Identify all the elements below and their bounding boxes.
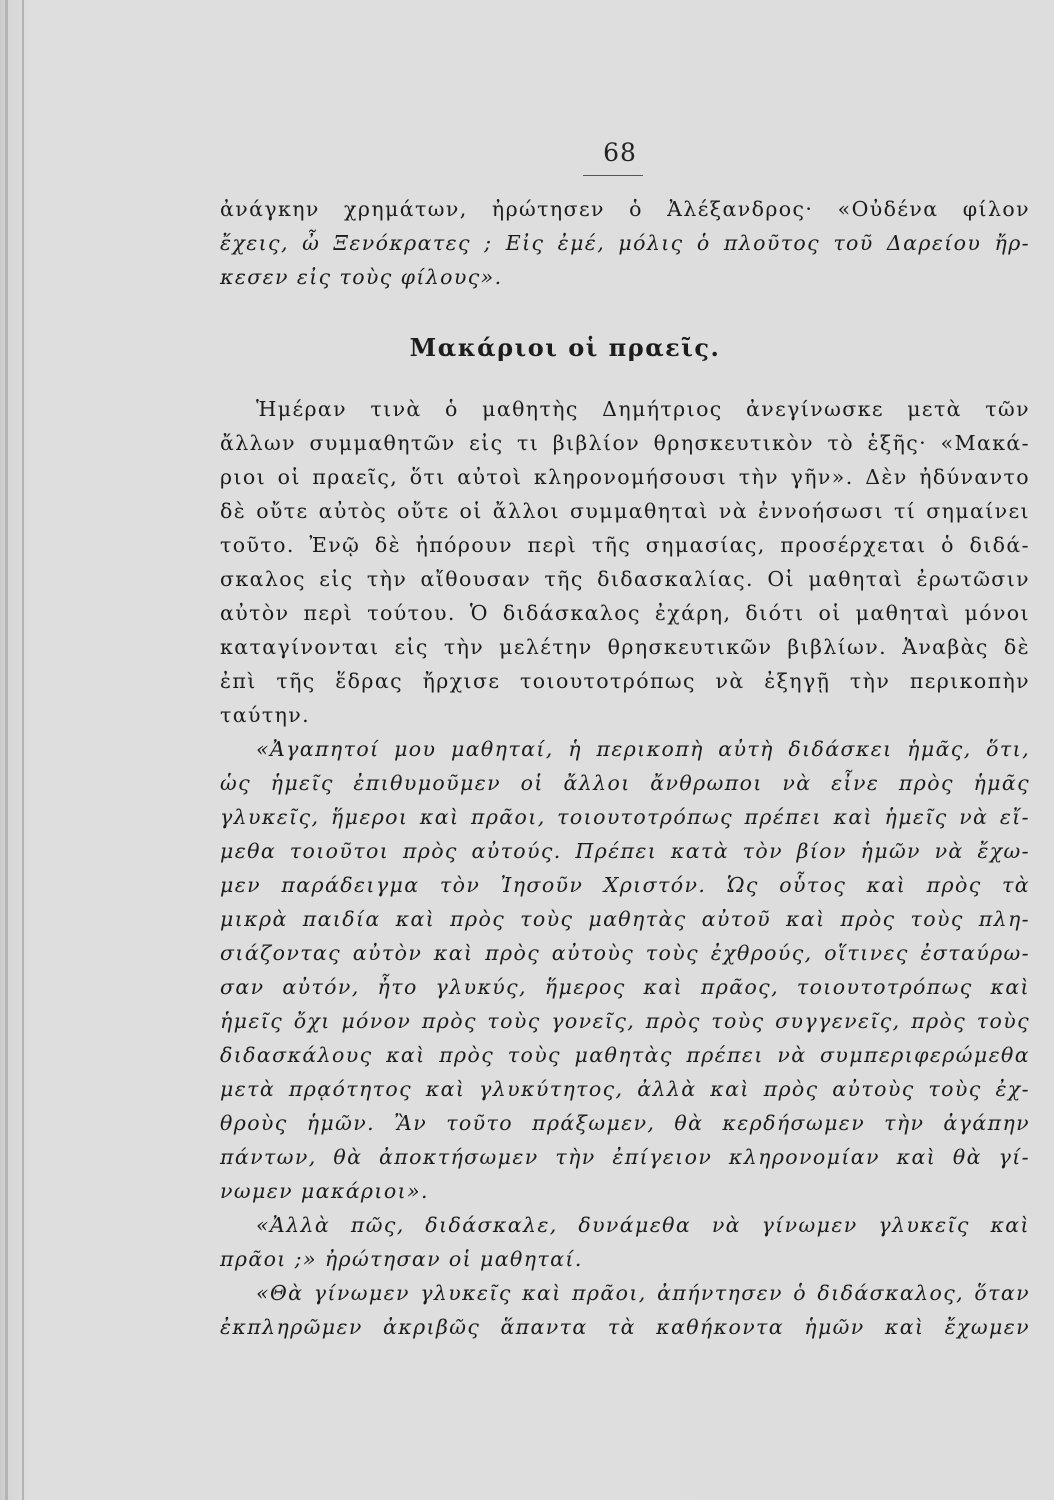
text-line: ἐκπληρῶμεν ἀκριβῶς ἅπαντα τὰ καθήκοντα ἡμῶν καὶ ἔχωμεν (220, 1315, 1030, 1339)
text-line: ἄλλων συμμαθητῶν εἰς τι βιβλίον θρησκευτικὸν τὸ ἑξῆς· «Μακά- (220, 431, 1030, 455)
text-line: νωμεν μακάριοι». (220, 1179, 429, 1203)
page-number-underline (583, 175, 643, 176)
text-line: τοῦτο. Ἐνῷ δὲ ἠπόρουν περὶ τῆς σημασίας, προσέρχεται ὁ διδά- (220, 533, 1030, 557)
text-line: πρᾶοι ;» ἠρώτησαν οἱ μαθηταί. (220, 1247, 583, 1271)
text-line: καταγίνονται εἰς τὴν μελέτην θρησκευτικῶν βιβλίων. Ἀναβὰς δὲ (220, 635, 1030, 659)
text-line: αὐτὸν περὶ τούτου. Ὁ διδάσκαλος ἐχάρη, διότι οἱ μαθηταὶ μόνοι (220, 601, 1030, 625)
section-heading: Μακάριοι οἱ πραεῖς. (409, 333, 721, 362)
text-line: Ἡμέραν τινὰ ὁ μαθητὴς Δημήτριος ἀνεγίνωσκε μετὰ τῶν (256, 397, 1030, 421)
page-binding-edge (5, 0, 8, 1500)
text-line: ριοι οἱ πραεῖς, ὅτι αὐτοὶ κληρονομήσουσι τὴν γῆν». Δὲν ἠδύναντο (220, 465, 1030, 489)
text-line: σκαλος εἰς τὴν αἴθουσαν τῆς διδασκαλίας. Οἱ μαθηταὶ ἐρωτῶσιν (220, 567, 1030, 591)
text-line: «Ἀλλὰ πῶς, διδάσκαλε, δυνάμεθα νὰ γίνωμεν γλυκεῖς καὶ (256, 1213, 1030, 1237)
text-line: μετὰ πρᾳότητος καὶ γλυκύτητος, ἀλλὰ καὶ πρὸς αὐτοὺς τοὺς ἐχ- (220, 1077, 1030, 1101)
text-line: ἐπὶ τῆς ἕδρας ἤρχισε τοιουτοτρόπως νὰ ἐξηγῇ τὴν περικοπὴν (220, 669, 1030, 693)
text-line: θροὺς ἡμῶν. Ἂν τοῦτο πράξωμεν, θὰ κερδήσωμεν τὴν ἀγάπην (220, 1111, 1030, 1135)
text-line: «Θὰ γίνωμεν γλυκεῖς καὶ πρᾶοι, ἀπήντησεν ὁ διδάσκαλος, ὅταν (256, 1281, 1030, 1305)
page-fold-line (22, 0, 24, 1500)
text-line: πάντων, θὰ ἀποκτήσωμεν τὴν ἐπίγειον κληρονομίαν καὶ θὰ γί- (220, 1145, 1030, 1169)
text-line: μικρὰ παιδία καὶ πρὸς τοὺς μαθητὰς αὐτοῦ καὶ πρὸς τοὺς πλη- (220, 907, 1030, 931)
text-line: ἔχεις, ὦ Ξενόκρατες ; Εἰς ἐμέ, μόλις ὁ πλοῦτος τοῦ Δαρείου ἤρ- (220, 231, 1030, 255)
text-line: ταύτην. (220, 703, 311, 727)
text-line: μεν παράδειγμα τὸν Ἰησοῦν Χριστόν. Ὡς οὗτος καὶ πρὸς τὰ (220, 873, 1030, 897)
text-line: ἀνάγκην χρημάτων, ἠρώτησεν ὁ Ἀλέξανδρος· «Οὐδένα φίλον (220, 197, 1030, 221)
page-number: 68 (603, 138, 637, 167)
text-line: ὡς ἡμεῖς ἐπιθυμοῦμεν οἱ ἄλλοι ἄνθρωποι νὰ εἶνε πρὸς ἡμᾶς (220, 771, 1030, 795)
text-line: μεθα τοιοῦτοι πρὸς αὐτούς. Πρέπει κατὰ τὸν βίον ἡμῶν νὰ ἔχω- (220, 839, 1030, 863)
text-line: δὲ οὔτε αὐτὸς οὔτε οἱ ἄλλοι συμμαθηταὶ νὰ ἐννοήσωσι τί σημαίνει (220, 499, 1030, 523)
text-line: ἡμεῖς ὄχι μόνον πρὸς τοὺς γονεῖς, πρὸς τοὺς συγγενεῖς, πρὸς τοὺς (220, 1009, 1030, 1033)
text-line: «Ἀγαπητοί μου μαθηταί, ἡ περικοπὴ αὐτὴ διδάσκει ἡμᾶς, ὅτι, (256, 737, 1030, 761)
text-line: διδασκάλους καὶ πρὸς τοὺς μαθητὰς πρέπει νὰ συμπεριφερώμεθα (220, 1043, 1030, 1067)
text-line: γλυκεῖς, ἥμεροι καὶ πρᾶοι, τοιουτοτρόπως πρέπει καὶ ἡμεῖς νὰ εἴ- (220, 805, 1030, 829)
text-line: σιάζοντας αὐτὸν καὶ πρὸς αὐτοὺς τοὺς ἐχθρούς, οἵτινες ἐσταύρω- (220, 941, 1030, 965)
text-line: κεσεν εἰς τοὺς φίλους». (220, 265, 503, 289)
text-line: σαν αὐτόν, ἦτο γλυκύς, ἥμερος καὶ πρᾶος, τοιουτοτρόπως καὶ (220, 975, 1030, 999)
